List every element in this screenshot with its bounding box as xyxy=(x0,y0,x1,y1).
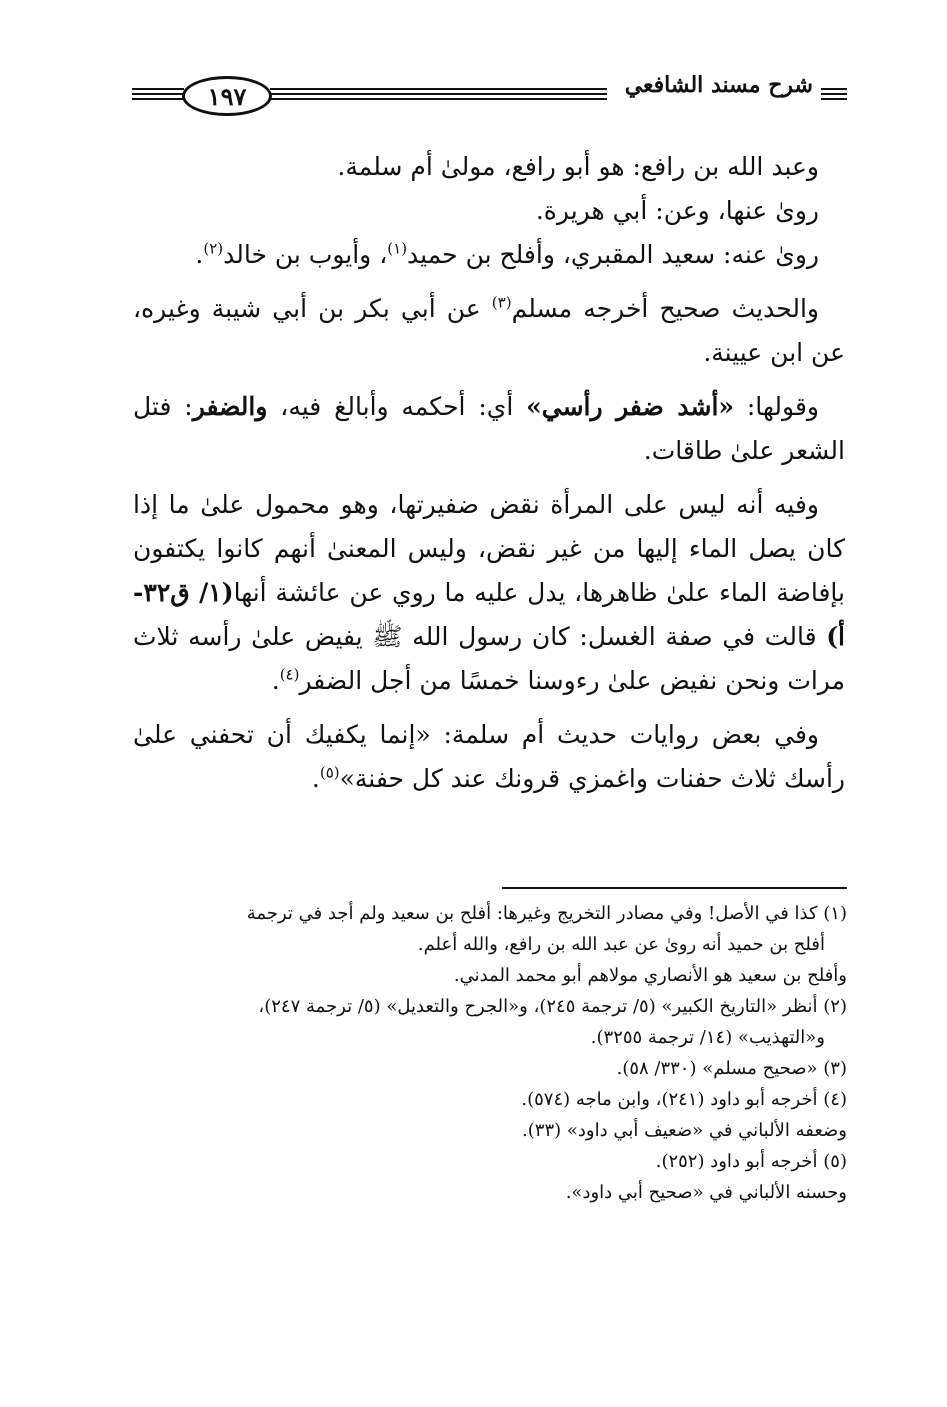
footnote-line: (١) كذا في الأصل! وفي مصادر التخريج وغيرها: أفلح بن سعيد ولم أجد في ترجمة xyxy=(246,903,847,924)
paragraph-text: . xyxy=(271,666,280,695)
paragraph-narrated-from xyxy=(133,189,845,233)
footnote-separator xyxy=(502,887,847,889)
paragraph-text: روىٰ عنه: سعيد المقبري، وأفلح بن حميد xyxy=(407,240,819,269)
footnote-line: (٢) أنظر «التاريخ الكبير» (٥/ ترجمة ٢٤٥)، و«الجرح والتعديل» (٥/ ترجمة ٢٤٧)، xyxy=(258,996,847,1017)
paragraph-narrator xyxy=(133,145,845,189)
quoted-phrase: «أشد ضفر رأسي» xyxy=(526,392,735,421)
header-rule-right xyxy=(821,88,847,102)
paragraph-text: . xyxy=(195,240,204,269)
header-rule-middle xyxy=(270,88,607,102)
footnote-ref-4: (٤) xyxy=(279,665,300,684)
footnote-ref-1: (١) xyxy=(387,239,408,258)
footnote-line: وأفلح بن سعيد هو الأنصاري مولاهم أبو محمد المدني. xyxy=(453,965,847,986)
paragraph-text: وفيه أنه ليس على المرأة نقض ضفيرتها، وهو محمول علىٰ ما إذا كان يصل الماء إليها من غير نقض، وليس المعنىٰ أنهم كانوا يكتفون بإفاضة الماء علىٰ ظاهرها، يدل عليه ما روي عن عائشة أنها xyxy=(133,490,845,607)
footnote-line: و«التهذيب» (١٤/ ترجمة ٣٢٥٥). xyxy=(590,1027,825,1048)
page-number: ١٩٧ xyxy=(182,76,272,116)
paragraph-text: قالت في صفة الغسل: كان رسول الله ﷺ يفيض علىٰ رأسه ثلاث مرات ونحن نفيض علىٰ رءوسنا خمسًا من أجل الضفر xyxy=(133,622,845,695)
page-header xyxy=(132,70,847,126)
paragraph-text: وعبد الله بن رافع: هو أبو رافع، مولىٰ أم سلمة. xyxy=(337,152,819,181)
footnote-ref-2: (٢) xyxy=(203,239,224,258)
paragraph-ruling xyxy=(133,483,845,703)
footnote-line: (٤) أخرجه أبو داود (٢٤١)، وابن ماجه (٥٧٤). xyxy=(521,1089,847,1110)
footnote-ref-5: (٥) xyxy=(319,763,340,782)
footnote-line: (٥) أخرجه أبو داود (٢٥٢). xyxy=(655,1151,847,1172)
paragraph-text: والحديث صحيح أخرجه مسلم xyxy=(511,294,819,323)
paragraph-text: أي: أحكمه وأبالغ فيه، xyxy=(267,392,527,421)
paragraph-text: روىٰ عنها، وعن: أبي هريرة. xyxy=(535,196,819,225)
footnotes xyxy=(135,898,847,1208)
paragraph-text: ، وأيوب بن خالد xyxy=(223,240,388,269)
main-text xyxy=(133,145,845,801)
footnote-ref-3: (٣) xyxy=(491,293,512,312)
manuscript-marker: (١/ ق٣٢-أ) xyxy=(133,578,845,651)
paragraph-text: وفي بعض روايات حديث أم سلمة: «إنما يكفيك أن تحفني علىٰ رأسك ثلاث حفنات واغمزي قرونك عند كل حفنة» xyxy=(133,720,845,793)
paragraph-text: . xyxy=(311,764,320,793)
paragraph-text: عن أبي بكر بن أبي شيبة وغيره، عن ابن عيينة. xyxy=(133,294,845,367)
header-rule-left xyxy=(132,88,184,102)
paragraph-text: : فتل الشعر علىٰ طاقات. xyxy=(133,392,845,465)
paragraph-hadith-grading xyxy=(133,287,845,375)
defined-term: والضفر xyxy=(192,392,268,421)
paragraph-text: وقولها: xyxy=(734,392,819,421)
footnote-line: (٣) «صحيح مسلم» (٣٣٠/ ٥٨). xyxy=(616,1058,847,1079)
paragraph-explanation xyxy=(133,385,845,473)
paragraph-narrated-by xyxy=(133,233,845,277)
footnote-line: أفلح بن حميد أنه روىٰ عن عبد الله بن رافع، والله أعلم. xyxy=(417,934,825,955)
footnote-line: وضعفه الألباني في «ضعيف أبي داود» (٣٣). xyxy=(522,1120,847,1141)
footnote-line: وحسنه الألباني في «صحيح أبي داود». xyxy=(565,1182,847,1203)
running-title: شرح مسند الشافعي xyxy=(624,72,813,98)
paragraph-narration xyxy=(133,713,845,801)
